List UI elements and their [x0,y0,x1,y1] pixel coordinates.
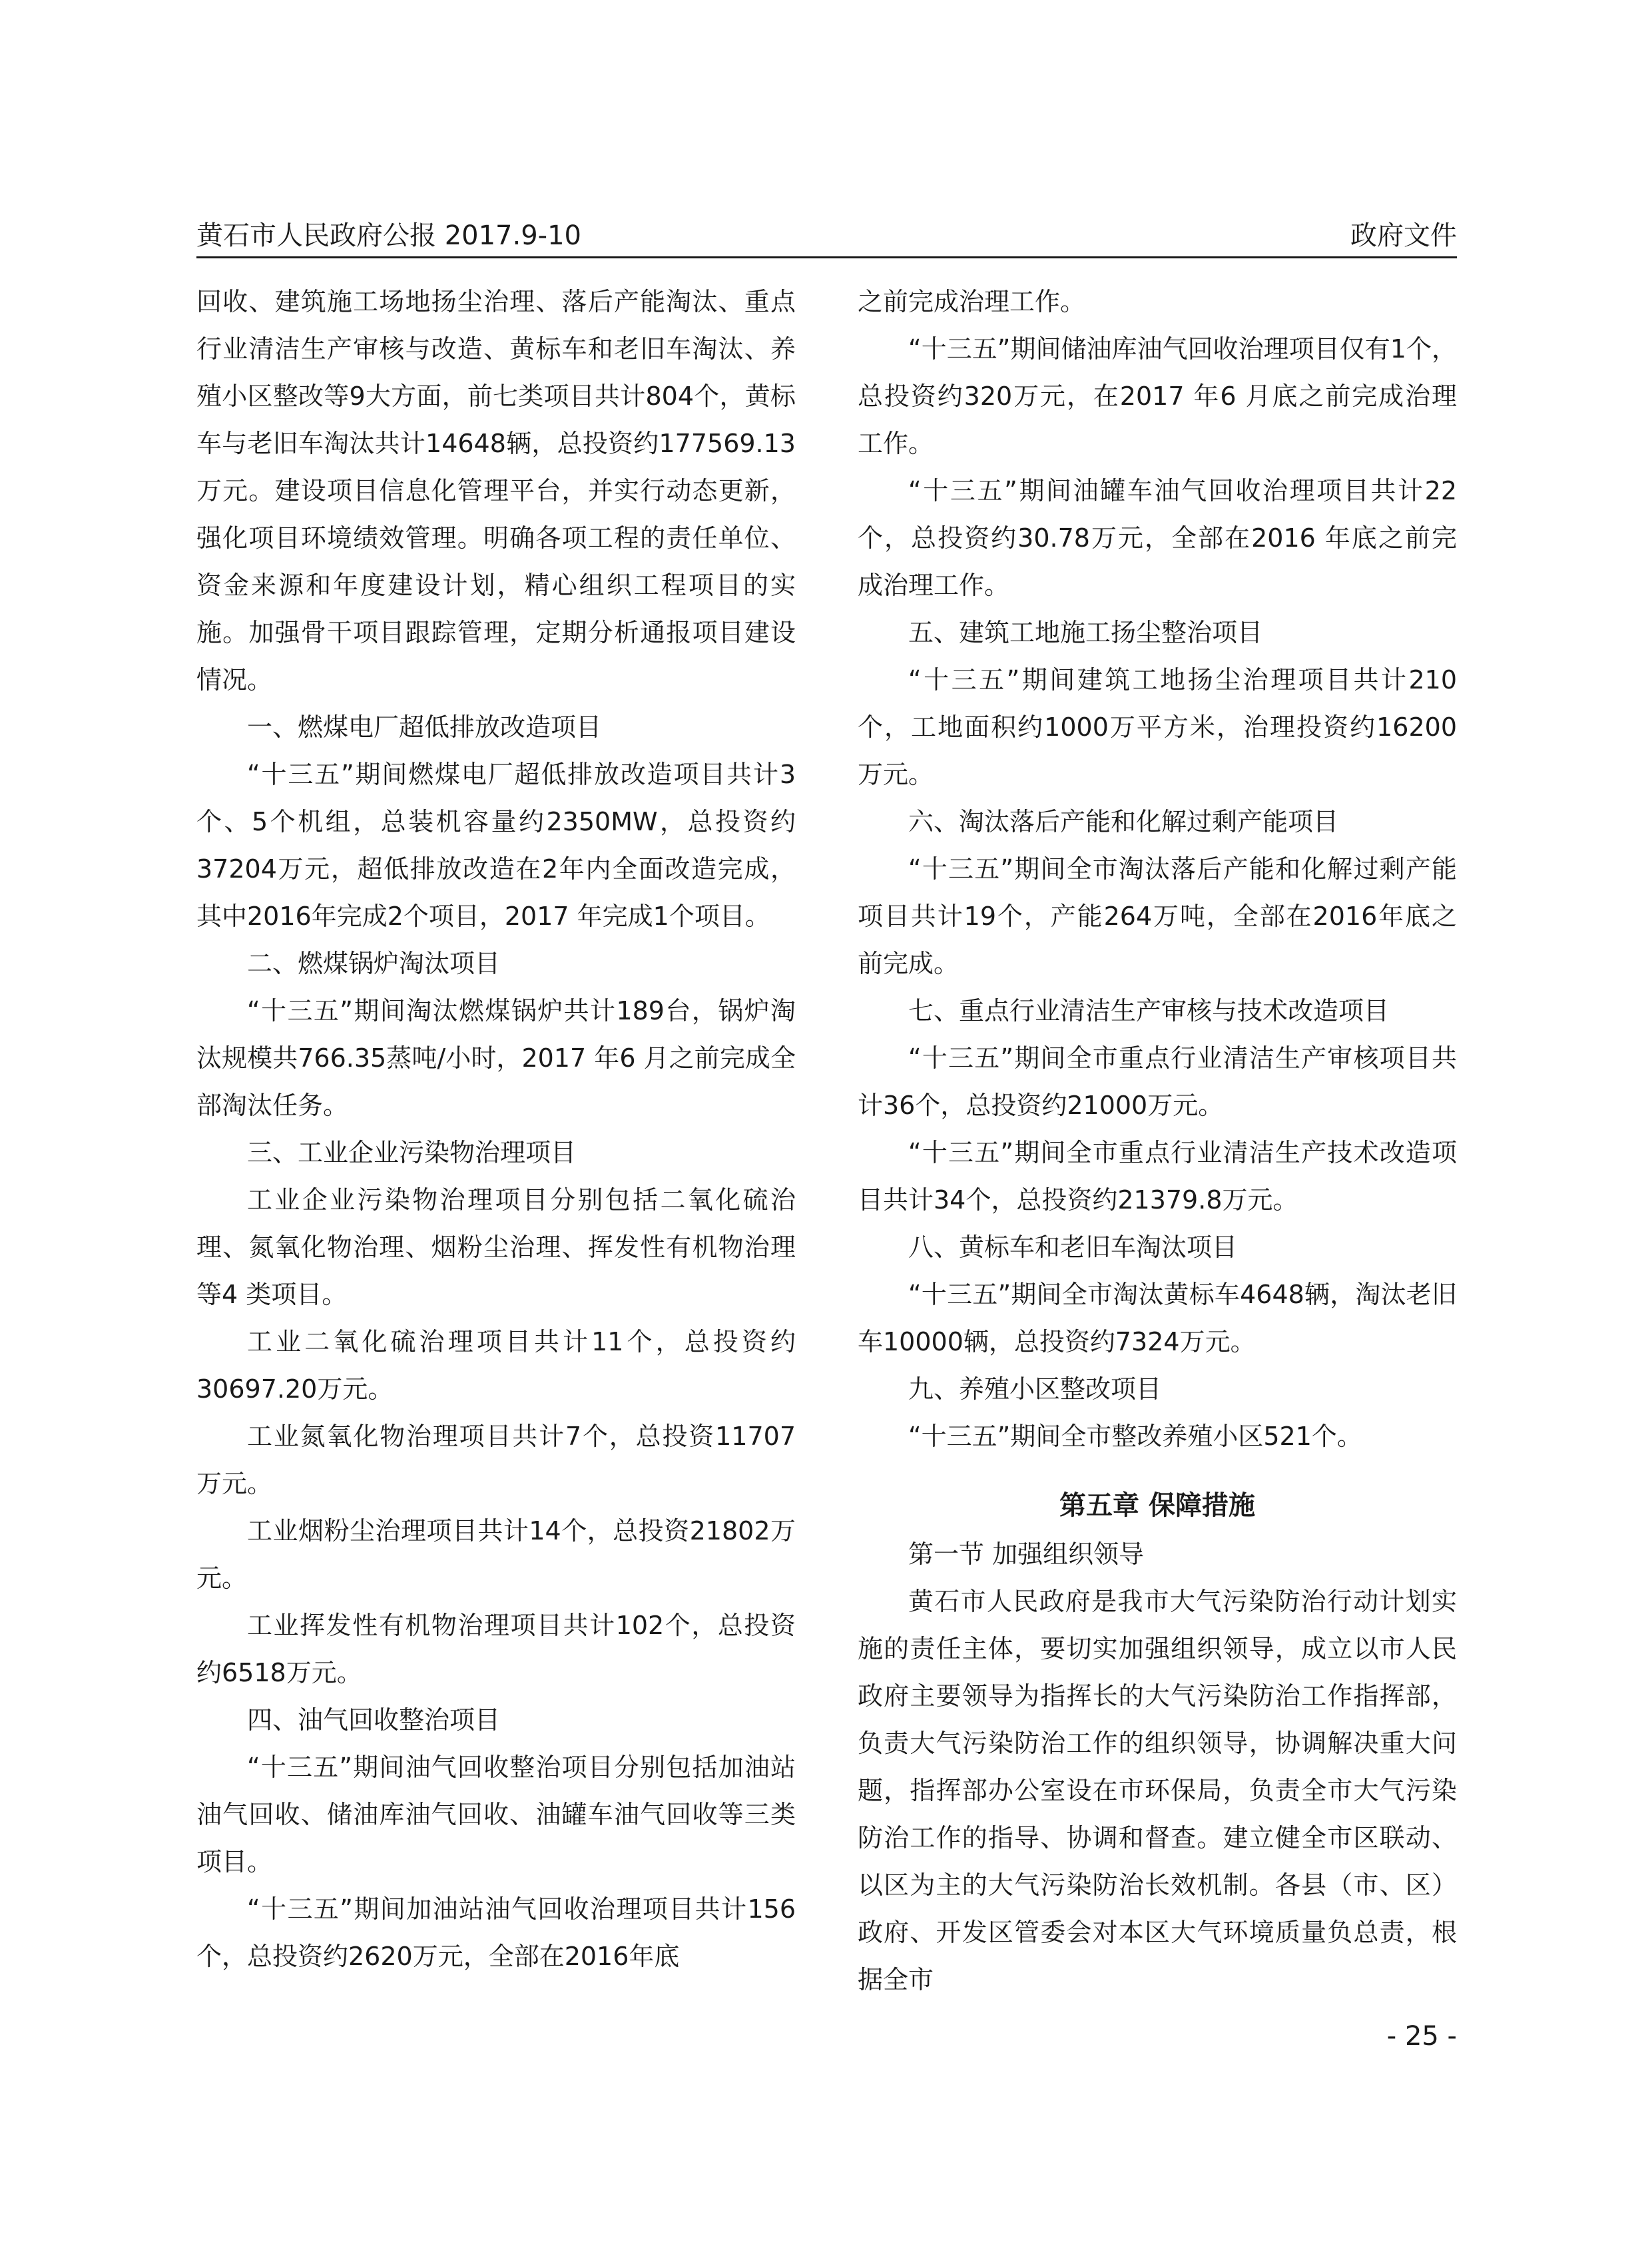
paragraph: 工业企业污染物治理项目分别包括二氧化硫治理、氮氧化物治理、烟粉尘治理、挥发性有机物治理等4 类项目。 [196,1185,796,1309]
left-column [196,278,796,1980]
paragraph: “十三五”期间全市淘汰黄标车4648辆，淘汰老旧车10000辆，总投资约7324万元。 [858,1280,1457,1356]
paragraph: “十三五”期间全市重点行业清洁生产审核项目共计36个，总投资约21000万元。 [858,1043,1457,1120]
paragraph: “十三五”期间淘汰燃煤锅炉共计189台，锅炉淘汰规模共766.35蒸吨/小时，2017 年6 月之前完成全部淘汰任务。 [196,996,796,1120]
paragraph: “十三五”期间全市重点行业清洁生产技术改造项目共计34个，总投资约21379.8万元。 [858,1138,1457,1215]
section-heading-6: 六、淘汰落后产能和化解过剩产能项目 [908,807,1339,836]
paragraph: “十三五”期间建筑工地扬尘治理项目共计210个，工地面积约1000万平方米，治理投资约16200万元。 [858,665,1457,789]
subsection-title: 第一节 加强组织领导 [908,1540,1145,1569]
section-heading-5: 五、建筑工地施工扬尘整治项目 [908,618,1263,647]
section-heading-9: 九、养殖小区整改项目 [908,1374,1162,1404]
paragraph: “十三五”期间油气回收整治项目分别包括加油站油气回收、储油库油气回收、油罐车油气回收等三类项目。 [196,1753,796,1876]
section-heading-8: 八、黄标车和老旧车淘汰项目 [908,1233,1238,1262]
paragraph: 工业挥发性有机物治理项目共计102个，总投资约6518万元。 [196,1611,796,1687]
paragraph: “十三五”期间油罐车油气回收治理项目共计22个，总投资约30.78万元，全部在2016 年底之前完成治理工作。 [858,476,1457,600]
section-heading-4: 四、油气回收整治项目 [247,1705,501,1735]
section-heading-3: 三、工业企业污染物治理项目 [247,1138,577,1167]
publication-title: 黄石市人民政府公报 2017.9-10 [196,220,582,251]
section-label: 政府文件 [1350,220,1457,251]
section-heading-1: 一、燃煤电厂超低排放改造项目 [247,712,602,742]
paragraph: “十三五”期间加油站油气回收治理项目共计156个，总投资约2620万元，全部在2016年底 [196,1894,796,1971]
paragraph: 黄石市人民政府是我市大气污染防治行动计划实施的责任主体，要切实加强组织领导，成立以市人民政府主要领导为指挥长的大气污染防治工作指挥部，负责大气污染防治工作的组织领导，协调解决重大问题，指挥部办公室设在市环保局，负责全市大气污染防治工作的指导、协调和督查。建立健全市区联动、以区为主的大气污染防治长效机制。各县（市、区）政府、开发区管委会对本区大气环境质量负总责，根据全市 [858,1587,1457,1994]
page-number: - 25 - [1386,2021,1457,2052]
header-divider [196,256,1457,258]
right-column [858,278,1457,2004]
chapter-title: 第五章 保障措施 [1059,1490,1255,1521]
paragraph: “十三五”期间储油库油气回收治理项目仅有1个，总投资约320万元，在2017 年6 月底之前完成治理工作。 [858,334,1457,458]
section-heading-7: 七、重点行业清洁生产审核与技术改造项目 [908,996,1390,1025]
paragraph: 回收、建筑施工场地扬尘治理、落后产能淘汰、重点行业清洁生产审核与改造、黄标车和老旧车淘汰、养殖小区整改等9大方面，前七类项目共计804个，黄标车与老旧车淘汰共计14648辆，总投资约177569.13万元。建设项目信息化管理平台，并实行动态更新，强化项目环境绩效管理。明确各项工程的责任单位、资金来源和年度建设计划，精心组织工程项目的实施。加强骨干项目跟踪管理，定期分析通报项目建设情况。 [196,287,796,695]
paragraph: 工业氮氧化物治理项目共计7个，总投资11707万元。 [196,1422,796,1498]
section-heading-2: 二、燃煤锅炉淘汰项目 [247,949,501,978]
paragraph: “十三五”期间全市淘汰落后产能和化解过剩产能项目共计19个，产能264万吨，全部在2016年底之前完成。 [858,854,1457,978]
paragraph: 工业二氧化硫治理项目共计11个，总投资约30697.20万元。 [196,1327,796,1404]
paragraph: “十三五”期间燃煤电厂超低排放改造项目共计3个、5个机组，总装机容量约2350MW，总投资约37204万元，超低排放改造在2年内全面改造完成，其中2016年完成2个项目，2017 年完成1个项目。 [196,760,796,931]
paragraph: 工业烟粉尘治理项目共计14个，总投资21802万元。 [196,1516,796,1593]
paragraph: “十三五”期间全市整改养殖小区521个。 [908,1422,1362,1451]
paragraph: 之前完成治理工作。 [858,287,1086,316]
